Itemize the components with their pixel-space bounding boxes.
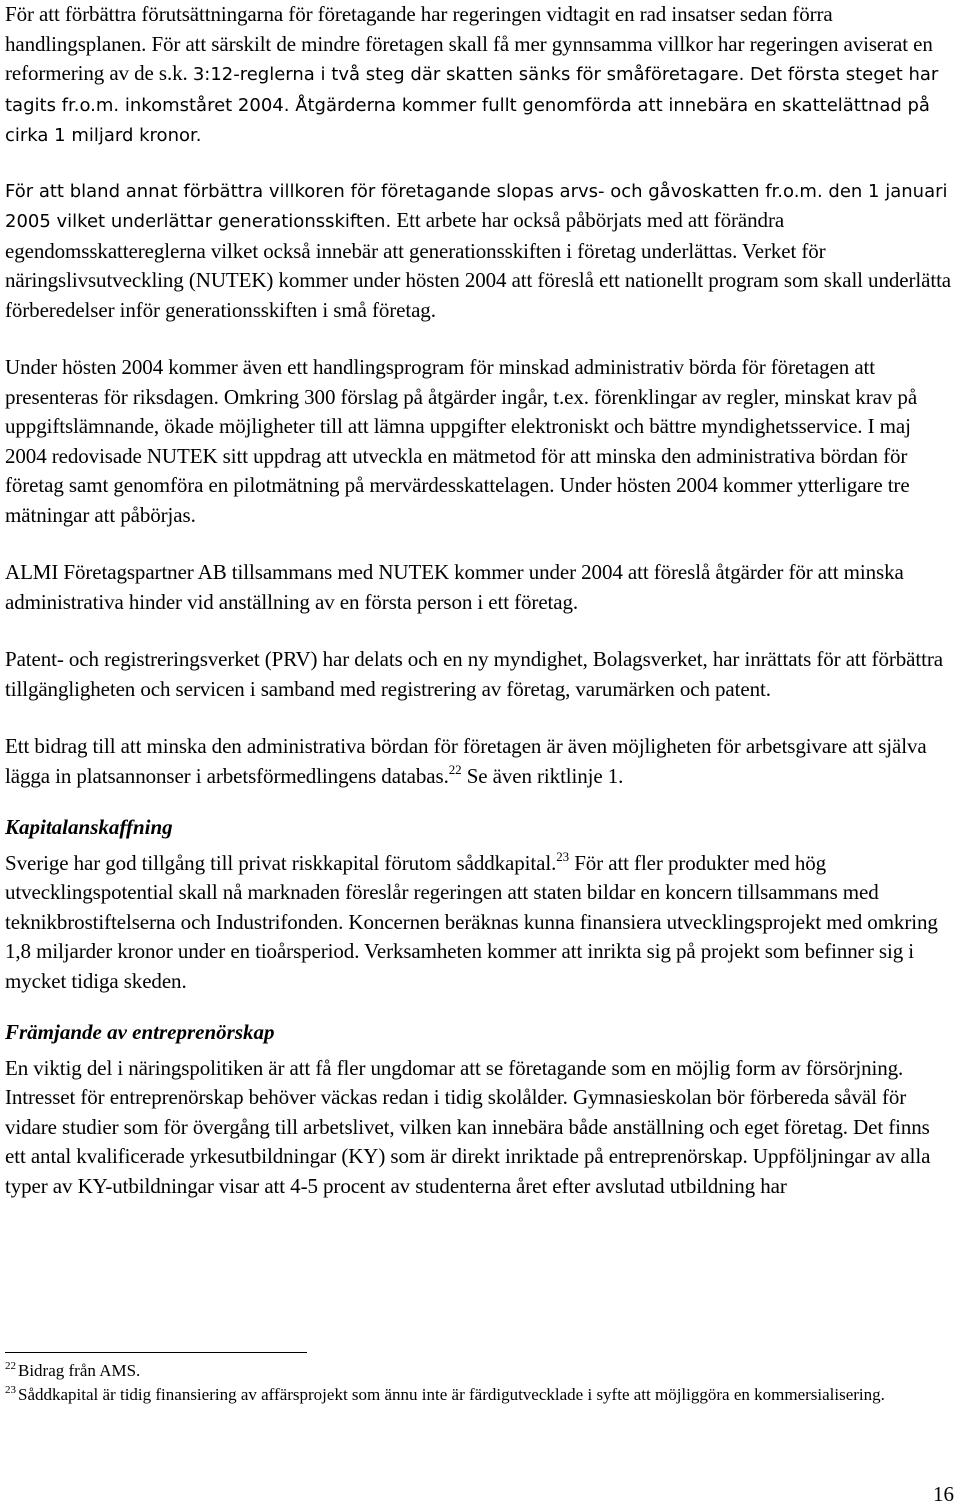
footnote-22 <box>5 1359 955 1383</box>
footnote-text: Såddkapital är tidig finansiering av affärsprojekt som ännu inte är färdigutvecklade i syfte att möjliggöra en kommersialisering. <box>18 1385 885 1404</box>
footnote-23 <box>5 1383 955 1407</box>
paragraph-capital <box>5 849 955 997</box>
footnote-text: Bidrag från AMS. <box>18 1361 141 1380</box>
paragraph-text: För att förbättra förutsättningarna för företagande har regeringen vidtagit en rad insatser sedan förra handlingsplanen. För att särskilt de mindre företagen skall få mer gynnsamma villkor har regeringen aviserat en reformering av de s.k. <box>5 2 933 85</box>
paragraph-inheritance-tax <box>5 176 955 326</box>
paragraph-text: För att fler produkter med hög utvecklingspotential skall nå marknaden föreslår regeringen att staten bildar en koncern tillsammans med teknikbrostiftelserna och Industrifonden. Koncernen beräknas kunna finansiera utvecklingsprojekt med omkring 1,8 miljarder kronor under en tioårsperiod. Verksamheten kommer att inrikta sig på projekt som befinner sig i mycket tidiga skeden. <box>5 850 938 993</box>
paragraph-tax-reform <box>5 0 955 151</box>
paragraph-employer-ads <box>5 732 955 791</box>
footnote-ref: 23 <box>556 848 570 864</box>
paragraph-text: Ett bidrag till att minska den administrativa bördan för företagen är även möjligheten för arbetsgivare att själva lägga in platsannonser i arbetsförmedlingens databas. <box>5 734 927 788</box>
footnote-number: 23 <box>5 1384 16 1396</box>
footnotes <box>5 1352 955 1407</box>
paragraph-prv: Patent- och registreringsverket (PRV) har delats och en ny myndighet, Bolagsverket, har inrättats för att förbättra tillgängligheten och servicen i samband med registrering av företag, varumärken och patent. <box>5 647 943 701</box>
section-heading-capital: Kapitalanskaffning <box>5 815 173 839</box>
paragraph-text: Se även riktlinje 1. <box>461 763 624 788</box>
paragraph-text-sans: För att bland annat förbättra villkoren för företagande slopas arvs- och gåvoskatten fr.o.m. den 1 januari 2005 vilket underlättar generationsskiften. <box>5 180 948 232</box>
paragraph-entrepreneurship: En viktig del i näringspolitiken är att få fler ungdomar att se företagande som en möjlig form av försörjning. Intresset för entreprenörskap behöver väckas redan i tidig skolålder. Gymnasieskolan bör förbereda såväl för vidare studier som för övergång till arbetslivet, vilken kan innebära både anställning och eget företag. Det finns ett antal kvalificerade yrkesutbildningar (KY) som är direkt inriktade på entreprenörskap. Uppföljningar av alla typer av KY-utbildningar visar att 4-5 procent av studenterna året efter avslutad utbildning har <box>5 1055 931 1198</box>
paragraph-text-sans: 3:12-reglerna i två steg där skatten sänks för småföretagare. Det första steget har tagits fr.o.m. inkomståret 2004. Åtgärderna kommer fullt genomförda att innebära en skattelättnad på cirka 1 miljard kronor. <box>5 64 939 146</box>
document-page <box>5 0 955 1229</box>
paragraph-administrative-burden: Under hösten 2004 kommer även ett handlingsprogram för minskad administrativ börda för företagen att presenteras för riksdagen. Omkring 300 förslag på åtgärder ingår, t.ex. förenklingar av regler, minskat krav på uppgiftslämnande, ökade möjligheter till att lämna uppgifter elektroniskt och bättre myndighetsservice. I maj 2004 redovisade NUTEK sitt uppdrag att utveckla en mätmetod för att minska den administrativa bördan för företag samt genomföra en pilotmätning på mervärdesskattelagen. Under hösten 2004 kommer ytterligare tre mätningar att påbörjas. <box>5 355 918 527</box>
section-heading-entrepreneurship: Främjande av entreprenörskap <box>5 1020 275 1044</box>
paragraph-text: Ett arbete har också påbörjats med att förändra egendomsskattereglerna vilket också innebär att generationsskiften i företag underlättas. Verket för näringslivsutveckling (NUTEK) kommer under hösten 2004 att föreslå ett nationellt program som skall underlätta förberedelser inför generationsskiften i små företag. <box>5 208 952 322</box>
paragraph-almi: ALMI Företagspartner AB tillsammans med NUTEK kommer under 2004 att föreslå åtgärder för att minska administrativa hinder vid anställning av en första person i ett företag. <box>5 560 904 614</box>
footnote-divider <box>5 1352 307 1353</box>
footnote-number: 22 <box>5 1360 16 1372</box>
page-number: 16 <box>933 1482 954 1506</box>
paragraph-text: Sverige har god tillgång till privat riskkapital förutom såddkapital. <box>5 850 557 875</box>
footnote-ref: 22 <box>448 761 462 777</box>
